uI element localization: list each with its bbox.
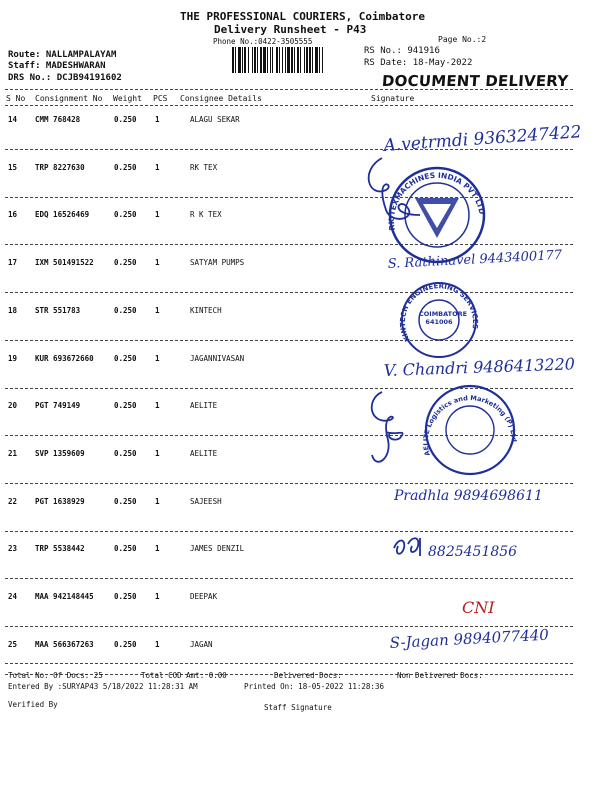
- divider: [5, 89, 573, 90]
- handwriting-row-24: CNI: [462, 598, 495, 617]
- row-sno: 15: [8, 163, 18, 172]
- col-consignment: Consignment No: [35, 94, 103, 103]
- col-pcs: PCS: [153, 94, 168, 103]
- handwriting-row-19: V. Chandri 9486413220: [383, 354, 576, 380]
- row-weight: 0.250: [114, 115, 137, 124]
- col-consignee: Consignee Details: [180, 94, 262, 103]
- drs-number: DRS No.: DCJB94191602: [8, 73, 122, 83]
- row-weight: 0.250: [114, 544, 137, 553]
- row-sno: 22: [8, 497, 18, 506]
- row-sno: 25: [8, 640, 18, 649]
- row-consignment: KUR 693672660: [35, 354, 94, 363]
- rk-tex-stamp-text: RK TEXMACHINES INDIA PVT LTD: [386, 170, 487, 232]
- divider: [5, 105, 573, 106]
- table-row: [0, 640, 600, 650]
- verified-by: Verified By: [8, 700, 58, 709]
- row-weight: 0.250: [114, 497, 137, 506]
- staff-signature-label: Staff Signature: [264, 703, 332, 712]
- document-delivery-stamp: DOCUMENT DELIVERY: [381, 72, 569, 90]
- delivered-docs: Delivered Docs:: [274, 671, 342, 680]
- row-divider: [5, 388, 573, 389]
- rs-date: RS Date: 18-May-2022: [364, 58, 473, 68]
- handwriting-row-17: S. Rathinavel 9443400177: [387, 247, 563, 272]
- non-delivered-docs: Non Delivered Docs:: [397, 671, 483, 680]
- page-number: Page No.:2: [438, 35, 487, 44]
- row-weight: 0.250: [114, 306, 137, 315]
- divider: [5, 663, 573, 664]
- row-pcs: 1: [155, 544, 160, 553]
- row-consignment: MAA 942148445: [35, 592, 94, 601]
- row-weight: 0.250: [114, 258, 137, 267]
- table-row: [0, 544, 600, 554]
- table-row: [0, 163, 600, 173]
- col-weight: Weight: [113, 94, 142, 103]
- row-divider: [5, 578, 573, 579]
- phone-number: Phone No.:0422-3505555: [213, 37, 313, 46]
- row-pcs: 1: [155, 115, 160, 124]
- handwriting-row-23: 8825451856: [428, 544, 518, 560]
- aelite-stamp-text: AELITE Logistics and Marketing (P) Ltd.: [421, 394, 519, 457]
- row-divider: [5, 531, 573, 532]
- row-pcs: 1: [155, 210, 160, 219]
- table-row: [0, 210, 600, 220]
- row-consignment: EDQ 16526469: [35, 210, 90, 219]
- row-consignee: RK TEX: [190, 163, 218, 172]
- row-pcs: 1: [155, 640, 160, 649]
- handwriting-row-14: A.vetrmdi 9363247422: [382, 122, 583, 156]
- runsheet-title: Delivery Runsheet - P43: [214, 23, 367, 36]
- row-divider: [5, 244, 573, 245]
- row-consignment: CMM 768428: [35, 115, 81, 124]
- table-row: [0, 449, 600, 459]
- company-title: THE PROFESSIONAL COURIERS, Coimbatore: [180, 10, 426, 23]
- row-consignee: KINTECH: [190, 306, 222, 315]
- row-sno: 20: [8, 401, 18, 410]
- row-weight: 0.250: [114, 592, 137, 601]
- row-divider: [5, 149, 573, 150]
- barcode-image: [232, 47, 354, 73]
- row-weight: 0.250: [114, 640, 137, 649]
- row-sno: 18: [8, 306, 18, 315]
- row-divider: [5, 197, 573, 198]
- row-sno: 19: [8, 354, 18, 363]
- col-sno: S No: [6, 94, 26, 103]
- row-consignee: AELITE: [190, 401, 218, 410]
- route-label: Route: NALLAMPALAYAM: [8, 50, 117, 60]
- kintech-stamp-center-text: COIMBATORE 641006: [419, 310, 468, 326]
- row-divider: [5, 292, 573, 293]
- row-consignee: DEEPAK: [190, 592, 218, 601]
- row-consignee: JAGANNIVASAN: [190, 354, 245, 363]
- row-consignment: TRP 5538442: [35, 544, 85, 553]
- row-weight: 0.250: [114, 401, 137, 410]
- row-weight: 0.250: [114, 163, 137, 172]
- kintech-stamp-ring-text: KINTECH ENGINEERING SERVICES: [398, 282, 480, 343]
- row-pcs: 1: [155, 497, 160, 506]
- row-divider: [5, 483, 573, 484]
- row-pcs: 1: [155, 258, 160, 267]
- kintech-stamp: [399, 282, 479, 357]
- row-divider: [5, 340, 573, 341]
- row-weight: 0.250: [114, 449, 137, 458]
- row-sno: 16: [8, 210, 18, 219]
- aelite-stamp: [422, 386, 518, 474]
- col-signature: Signature: [371, 94, 415, 103]
- row-pcs: 1: [155, 401, 160, 410]
- row-pcs: 1: [155, 592, 160, 601]
- table-row: [0, 115, 600, 125]
- row-sno: 23: [8, 544, 18, 553]
- table-row: [0, 354, 600, 364]
- row-consignment: PGT 1638929: [35, 497, 85, 506]
- total-docs: Total No. Of Docs: 25: [8, 671, 103, 680]
- row-consignment: TRP 8227630: [35, 163, 85, 172]
- row-sno: 24: [8, 592, 18, 601]
- handwriting-row-25: S-Jagan 9894077440: [389, 625, 550, 652]
- row-consignment: MAA 566367263: [35, 640, 94, 649]
- row-sno: 14: [8, 115, 18, 124]
- row-consignment: SVP 1359609: [35, 449, 85, 458]
- row-pcs: 1: [155, 449, 160, 458]
- printed-on: Printed On: 18-05-2022 11:28:36: [244, 682, 384, 691]
- row-divider: [5, 626, 573, 627]
- row-pcs: 1: [155, 354, 160, 363]
- table-row: [0, 258, 600, 268]
- row-consignee: JAMES DENZIL: [190, 544, 245, 553]
- row-consignee: ALAGU SEKAR: [190, 115, 240, 124]
- row-weight: 0.250: [114, 354, 137, 363]
- row-consignment: IXM 501491522: [35, 258, 94, 267]
- table-row: [0, 401, 600, 411]
- row-consignee: R K TEX: [190, 210, 222, 219]
- row-sno: 17: [8, 258, 18, 267]
- row-consignment: STR 551783: [35, 306, 81, 315]
- row-consignee: SATYAM PUMPS: [190, 258, 245, 267]
- table-row: [0, 306, 600, 316]
- row-pcs: 1: [155, 163, 160, 172]
- row-consignee: JAGAN: [190, 640, 213, 649]
- row-consignment: PGT 749149: [35, 401, 81, 410]
- rs-number: RS No.: 941916: [364, 46, 440, 56]
- table-row: [0, 497, 600, 507]
- staff-label: Staff: MADESHWARAN: [8, 61, 106, 71]
- handwriting-row-22: Pradhla 9894698611: [394, 488, 543, 504]
- table-row: [0, 592, 600, 602]
- entered-by: Entered By :SURYAP43 5/18/2022 11:28:31 AM: [8, 682, 198, 691]
- row-consignee: SAJEESH: [190, 497, 222, 506]
- row-pcs: 1: [155, 306, 160, 315]
- row-divider: [5, 435, 573, 436]
- total-cod: Total COD Amt: 0.00: [141, 671, 227, 680]
- row-weight: 0.250: [114, 210, 137, 219]
- row-consignee: AELITE: [190, 449, 218, 458]
- row-sno: 21: [8, 449, 18, 458]
